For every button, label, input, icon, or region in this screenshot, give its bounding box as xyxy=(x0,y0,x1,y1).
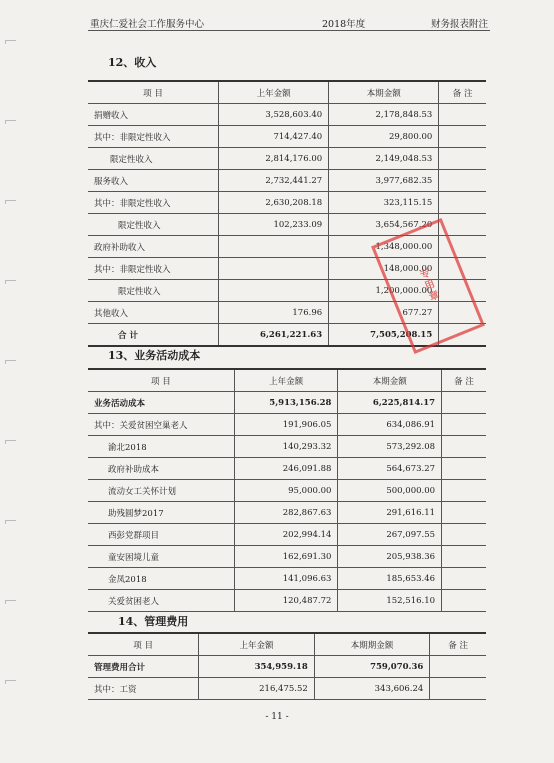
table-row xyxy=(88,546,486,568)
doc-title: 财务报表附注 xyxy=(430,19,488,30)
admin-expense-table xyxy=(88,632,486,700)
row-label: 关爱贫困老人 xyxy=(88,590,234,612)
table-row xyxy=(88,192,486,214)
amount-cell: 3,977,682.35 xyxy=(329,170,439,192)
column-header: 上年金额 xyxy=(219,81,329,104)
amount-cell xyxy=(219,236,329,258)
table-row xyxy=(88,414,486,436)
table-row xyxy=(88,104,486,126)
note-cell xyxy=(439,170,486,192)
amount-cell: 191,906.05 xyxy=(234,414,338,436)
amount-cell: 2,178,848.53 xyxy=(329,104,439,126)
row-label: 其中：非限定性收入 xyxy=(88,258,219,280)
row-label: 政府补助收入 xyxy=(88,236,219,258)
row-label: 捐赠收入 xyxy=(88,104,219,126)
binding-mark xyxy=(5,600,16,604)
amount-cell: 3,528,603.40 xyxy=(219,104,329,126)
amount-cell: 2,630,208.18 xyxy=(219,192,329,214)
table-row xyxy=(88,148,486,170)
amount-cell: 343,606.24 xyxy=(314,678,430,700)
row-label: 其中：非限定性收入 xyxy=(88,126,219,148)
amount-cell: 564,673.27 xyxy=(338,458,442,480)
amount-cell: 1,200,000.00 xyxy=(329,280,439,302)
row-label: 助残圆梦2017 xyxy=(88,502,234,524)
row-label: 合 计 xyxy=(88,324,219,347)
row-label: 其中：关爱贫困空巢老人 xyxy=(88,414,234,436)
note-cell xyxy=(430,656,486,678)
section-title-admin-expense: 14、管理费用 xyxy=(118,615,189,628)
row-label: 限定性收入 xyxy=(88,148,219,170)
amount-cell: 1,348,000.00 xyxy=(329,236,439,258)
audit-seal: 专用章 xyxy=(371,218,485,354)
note-cell xyxy=(442,392,486,414)
amount-cell: 634,086.91 xyxy=(338,414,442,436)
table-row xyxy=(88,678,486,700)
table-row xyxy=(88,568,486,590)
note-cell xyxy=(442,546,486,568)
section-title-business-cost: 13、业务活动成本 xyxy=(108,349,201,362)
note-cell xyxy=(442,480,486,502)
note-cell xyxy=(442,502,486,524)
amount-cell: 185,653.46 xyxy=(338,568,442,590)
amount-cell: 500,000.00 xyxy=(338,480,442,502)
amount-cell: 267,097.55 xyxy=(338,524,442,546)
column-header: 本期期金额 xyxy=(314,633,430,656)
binding-mark xyxy=(5,520,16,524)
binding-mark xyxy=(5,280,16,284)
business-cost-table xyxy=(88,368,486,612)
row-label: 限定性收入 xyxy=(88,280,219,302)
amount-cell: 759,070.36 xyxy=(314,656,430,678)
amount-cell: 202,994.14 xyxy=(234,524,338,546)
amount-cell: 677.27 xyxy=(329,302,439,324)
amount-cell: 282,867.63 xyxy=(234,502,338,524)
amount-cell: 354,959.18 xyxy=(199,656,315,678)
row-label: 政府补助成本 xyxy=(88,458,234,480)
amount-cell xyxy=(219,258,329,280)
amount-cell: 6,261,221.63 xyxy=(219,324,329,347)
org-name: 重庆仁爱社会工作服务中心 xyxy=(90,19,205,30)
amount-cell: 2,814,176.00 xyxy=(219,148,329,170)
amount-cell: 246,091.88 xyxy=(234,458,338,480)
header-rule xyxy=(88,30,490,31)
amount-cell: 162,691.30 xyxy=(234,546,338,568)
note-cell xyxy=(439,104,486,126)
table-row xyxy=(88,524,486,546)
column-header: 项 目 xyxy=(88,369,234,392)
amount-cell: 29,800.00 xyxy=(329,126,439,148)
column-header: 项 目 xyxy=(88,81,219,104)
binding-mark xyxy=(5,680,16,684)
amount-cell: 141,096.63 xyxy=(234,568,338,590)
note-cell xyxy=(442,458,486,480)
row-label: 服务收入 xyxy=(88,170,219,192)
note-cell xyxy=(442,568,486,590)
amount-cell xyxy=(219,280,329,302)
binding-mark xyxy=(5,440,16,444)
amount-cell: 176.96 xyxy=(219,302,329,324)
row-label: 渝北2018 xyxy=(88,436,234,458)
amount-cell: 216,475.52 xyxy=(199,678,315,700)
amount-cell: 7,505,208.15 xyxy=(329,324,439,347)
column-header: 上年金额 xyxy=(234,369,338,392)
amount-cell: 6,225,814.17 xyxy=(338,392,442,414)
row-label: 其中：非限定性收入 xyxy=(88,192,219,214)
amount-cell: 573,292.08 xyxy=(338,436,442,458)
note-cell xyxy=(442,436,486,458)
table-row xyxy=(88,480,486,502)
amount-cell: 291,616.11 xyxy=(338,502,442,524)
column-header: 备 注 xyxy=(439,81,486,104)
binding-mark xyxy=(5,120,16,124)
page-number: - 11 - xyxy=(265,712,289,722)
report-year: 2018年度 xyxy=(322,19,366,30)
table-row xyxy=(88,458,486,480)
note-cell xyxy=(442,590,486,612)
row-label: 限定性收入 xyxy=(88,214,219,236)
amount-cell: 2,732,441.27 xyxy=(219,170,329,192)
amount-cell: 5,913,156.28 xyxy=(234,392,338,414)
row-label: 业务活动成本 xyxy=(88,392,234,414)
column-header: 备 注 xyxy=(430,633,486,656)
table-row xyxy=(88,656,486,678)
row-label: 流动女工关怀计划 xyxy=(88,480,234,502)
row-label: 西彭党群项目 xyxy=(88,524,234,546)
amount-cell: 140,293.32 xyxy=(234,436,338,458)
amount-cell: 148,000.00 xyxy=(329,258,439,280)
note-cell xyxy=(442,524,486,546)
table-row xyxy=(88,126,486,148)
note-cell xyxy=(430,678,486,700)
amount-cell: 95,000.00 xyxy=(234,480,338,502)
column-header: 本期金额 xyxy=(338,369,442,392)
binding-mark xyxy=(5,40,16,44)
row-label: 其他收入 xyxy=(88,302,219,324)
table-row xyxy=(88,170,486,192)
column-header: 上年金额 xyxy=(199,633,315,656)
amount-cell: 323,115.15 xyxy=(329,192,439,214)
column-header: 项 目 xyxy=(88,633,199,656)
row-label: 管理费用合计 xyxy=(88,656,199,678)
table-row xyxy=(88,392,486,414)
table-row xyxy=(88,590,486,612)
amount-cell: 205,938.36 xyxy=(338,546,442,568)
row-label: 金凤2018 xyxy=(88,568,234,590)
note-cell xyxy=(442,414,486,436)
column-header: 备 注 xyxy=(442,369,486,392)
row-label: 其中：工资 xyxy=(88,678,199,700)
column-header: 本期金额 xyxy=(329,81,439,104)
amount-cell: 714,427.40 xyxy=(219,126,329,148)
amount-cell: 120,487.72 xyxy=(234,590,338,612)
amount-cell: 102,233.09 xyxy=(219,214,329,236)
table-row xyxy=(88,502,486,524)
note-cell xyxy=(439,148,486,170)
note-cell xyxy=(439,192,486,214)
table-row xyxy=(88,436,486,458)
amount-cell: 152,516.10 xyxy=(338,590,442,612)
binding-mark xyxy=(5,200,16,204)
binding-mark xyxy=(5,360,16,364)
note-cell xyxy=(439,126,486,148)
row-label: 童安困境儿童 xyxy=(88,546,234,568)
amount-cell: 2,149,048.53 xyxy=(329,148,439,170)
amount-cell: 3,654,567.20 xyxy=(329,214,439,236)
section-title-income: 12、收入 xyxy=(108,56,157,69)
